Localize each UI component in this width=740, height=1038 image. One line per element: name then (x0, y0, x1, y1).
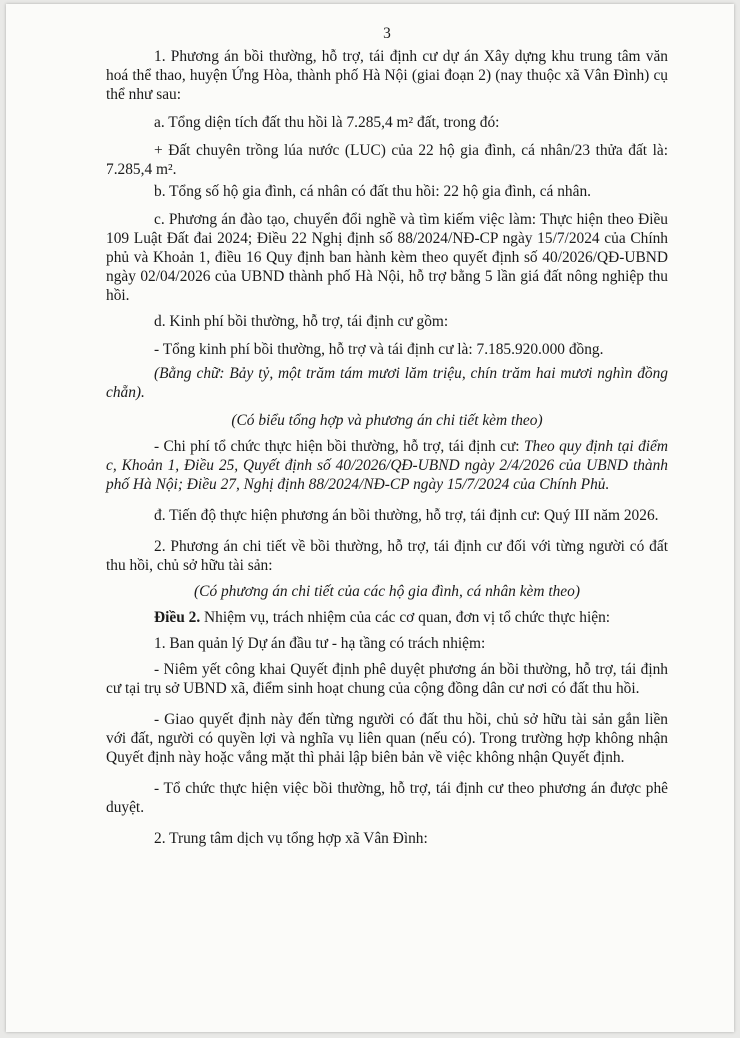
paragraph-amount-in-words: (Bằng chữ: Bảy tỷ, một trăm tám mươi lăm triệu, chín trăm hai mươi nghìn đồng chẵn). (106, 365, 668, 401)
document-body (106, 4, 668, 848)
document-page (6, 4, 734, 1032)
paragraph-schedule: đ. Tiến độ thực hiện phương án bồi thường, hỗ trợ, tái định cư: Quý III năm 2026. (154, 507, 659, 524)
paragraph-2a: a. Tổng diện tích đất thu hồi là 7.285,4 m² đất, trong đó: (154, 114, 500, 131)
organizing-cost-regulation: Theo quy định tại điểm c, Khoản 1, Điều 25, Quyết định số 40/2026/QĐ-UBND ngày 2/4/2026 của UBND thành phố Hà Nội; Điều 27, Nghị định 88/2024/NĐ-CP ngày 15/7/2024 của Chính Phủ. (106, 438, 668, 493)
paragraph-2c: c. Phương án đào tạo, chuyển đổi nghề và tìm kiếm việc làm: Thực hiện theo Điều 109 Luật Đất đai 2024; Điều 22 Nghị định số 88/2024/NĐ-CP ngày 15/7/2024 của Chính phủ và Khoản 1, điều 16 Quy định ban hành kèm theo quyết định số 40/2026/QĐ-UBND ngày 02/04/2026 của UBND thành phố Hà Nội, hỗ trợ bằng 5 lần giá đất nông nghiệp thu hồi. (106, 211, 668, 304)
article-2-heading (106, 608, 668, 627)
paragraph-total-cost: - Tổng kinh phí bồi thường, hỗ trợ và tái định cư là: 7.185.920.000 đồng. (154, 341, 604, 358)
paragraph-implementation: - Tổ chức thực hiện việc bồi thường, hỗ trợ, tái định cư theo phương án được phê duyệt. (106, 780, 668, 816)
paragraph-2d: d. Kinh phí bồi thường, hỗ trợ, tái định cư gồm: (154, 313, 449, 330)
organizing-cost-lead: - Chi phí tổ chức thực hiện bồi thường, hỗ trợ, tái định cư: (154, 438, 524, 455)
paragraph-service-center: 2. Trung tâm dịch vụ tổng hợp xã Vân Đình: (154, 830, 428, 847)
article-2-label: Điều 2. (154, 609, 201, 626)
paragraph-luc: + Đất chuyên trồng lúa nước (LUC) của 22 hộ gia đình, cá nhân/23 thửa đất là: 7.285,4 m². (106, 142, 668, 178)
paragraph-2b: b. Tổng số hộ gia đình, cá nhân có đất thu hồi: 22 hộ gia đình, cá nhân. (154, 183, 591, 200)
paragraph-organizing-cost (106, 437, 668, 494)
paragraph-attached-households: (Có phương án chi tiết của các hộ gia đình, cá nhân kèm theo) (194, 583, 580, 600)
paragraph-detailed-plan: 2. Phương án chi tiết về bồi thường, hỗ trợ, tái định cư đối với từng người có đất thu hồi, chủ sở hữu tài sản: (106, 538, 668, 574)
paragraph-public-posting: - Niêm yết công khai Quyết định phê duyệt phương án bồi thường, hỗ trợ, tái định cư tại trụ sở UBND xã, điểm sinh hoạt chung của cộng đồng dân cư nơi có đất thu hồi. (106, 661, 668, 697)
page-number: 3 (383, 25, 391, 42)
paragraph-management-board: 1. Ban quản lý Dự án đầu tư - hạ tầng có trách nhiệm: (154, 635, 486, 652)
article-2-title: Nhiệm vụ, trách nhiệm của các cơ quan, đơn vị tổ chức thực hiện: (200, 609, 611, 626)
paragraph-attached-summary: (Có biểu tổng hợp và phương án chi tiết kèm theo) (231, 412, 543, 429)
paragraph-delivery: - Giao quyết định này đến từng người có đất thu hồi, chủ sở hữu tài sản gắn liền với đất, người có quyền lợi và nghĩa vụ liên quan (nếu có). Trong trường hợp không nhận Quyết định này hoặc vắng mặt thì phải lập biên bản về việc không nhận Quyết định. (106, 711, 668, 766)
paragraph-1: 1. Phương án bồi thường, hỗ trợ, tái định cư dự án Xây dựng khu trung tâm văn hoá thể thao, huyện Ứng Hòa, thành phố Hà Nội (giai đoạn 2) (nay thuộc xã Vân Đình) cụ thể như sau: (106, 48, 668, 103)
